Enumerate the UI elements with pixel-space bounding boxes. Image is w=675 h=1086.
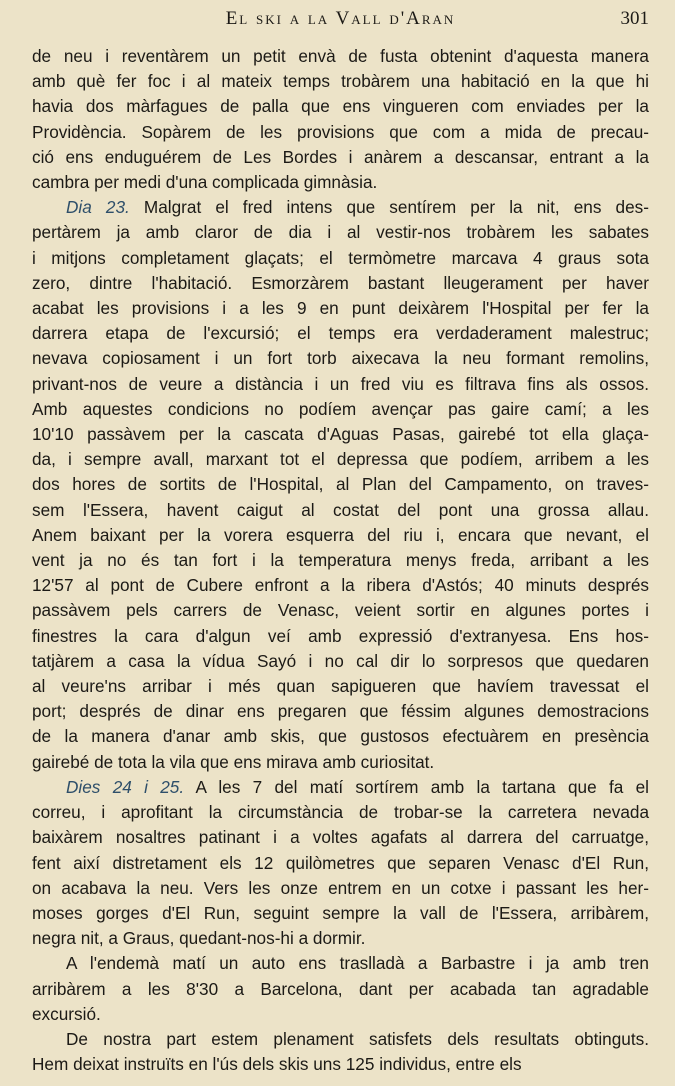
line-text: arribàrem a les 8'30 a Barcelona, dant per acabada tan agradable xyxy=(32,978,649,999)
line-text: de neu i reventàrem un petit envà de fusta obtenint d'aquesta manera xyxy=(32,46,649,66)
text-line xyxy=(32,296,649,321)
line-text: A l'endemà matí un auto ens traslladà a Barbastre i ja amb tren xyxy=(66,953,649,974)
text-line xyxy=(32,977,649,1002)
line-text: nevava copiosament i un fort torb aixecava la neu formant remolins, xyxy=(32,348,649,369)
line-text: De nostra part estem plenament satisfets dels resultats obtinguts. xyxy=(66,1028,649,1049)
text-line xyxy=(32,1002,649,1027)
line-text: A les 7 del matí sortírem amb la tartana que fa el xyxy=(195,776,649,797)
text-line xyxy=(32,851,649,876)
text-line xyxy=(32,926,649,951)
text-line xyxy=(32,750,649,775)
page-number: 301 xyxy=(620,8,649,29)
line-text: correu, i aprofitant la circumstància de trobar-se la carretera nevada xyxy=(32,802,649,823)
paragraph xyxy=(32,195,649,775)
text-line xyxy=(32,447,649,472)
text-line xyxy=(32,498,649,523)
line-text: pertàrem ja amb claror de dia i al vestir-nos trobàrem les sabates xyxy=(32,222,649,243)
line-text: cambra per medi d'una complicada gimnàsia. xyxy=(32,172,378,193)
entry-date: Dia 23. xyxy=(66,197,130,218)
line-text: zero, dintre l'habitació. Esmorzàrem bastant lleugerament per haver xyxy=(32,272,649,293)
text-line xyxy=(32,44,649,69)
text-line xyxy=(32,195,649,220)
text-line xyxy=(32,271,649,296)
line-text: on acabava la neu. Vers les onze entrem en un cotxe i passant les her- xyxy=(32,877,649,898)
line-text: baixàrem nosaltres patinant i a voltes agafats al darrera del carruatge, xyxy=(32,827,649,848)
line-text: vent ja no és tan fort i la temperatura menys freda, arribant a les xyxy=(32,550,649,571)
text-line xyxy=(32,775,649,800)
line-text: negra nit, a Graus, quedant-nos-hi a dormir. xyxy=(32,928,366,949)
text-line xyxy=(32,170,649,195)
paragraph xyxy=(32,1027,649,1077)
text-line xyxy=(32,1027,649,1052)
line-text: passàvem pels carrers de Venasc, veient sortir en algunes portes i xyxy=(32,600,649,621)
entry-date: Dies 24 i 25. xyxy=(66,776,185,797)
line-text: Hem deixat instruïts en l'ús dels skis uns 125 individus, entre els xyxy=(32,1054,522,1075)
line-text: finestres la cara d'algun veí amb expressió d'extranyesa. Ens hos- xyxy=(32,625,649,646)
line-text: excursió. xyxy=(32,1003,101,1024)
text-line xyxy=(32,573,649,598)
line-text: Amb aquestes condicions no podíem avençar pas gaire camí; a les xyxy=(32,398,649,419)
text-line xyxy=(32,624,649,649)
paragraph xyxy=(32,44,649,195)
line-text: ció ens enduguérem de Les Bordes i anàrem a descansar, entrant a la xyxy=(32,146,649,167)
line-text: gairebé de tota la vila que ens mirava amb curiositat. xyxy=(32,751,435,772)
line-text: Anem baixant per la vorera esquerra del riu i, encara que nevant, el xyxy=(32,524,649,545)
text-line xyxy=(32,397,649,422)
text-line xyxy=(32,951,649,976)
text-line xyxy=(32,220,649,245)
text-line xyxy=(32,523,649,548)
line-text: moses gorges d'El Run, seguint sempre la vall de l'Essera, arribàrem, xyxy=(32,902,649,923)
paragraph xyxy=(32,951,649,1027)
line-text: al veure'ns arribar i més quan sapigueren que havíem travessat el xyxy=(32,676,649,697)
text-line xyxy=(32,145,649,170)
text-line xyxy=(32,94,649,119)
text-line xyxy=(32,548,649,573)
line-text: 10'10 passàvem per la cascata d'Aguas Pasas, gairebé tot ella glaça- xyxy=(32,424,649,445)
line-text: Providència. Sopàrem de les provisions que com a mida de precau- xyxy=(32,121,649,142)
text-line xyxy=(32,346,649,371)
text-line xyxy=(32,901,649,926)
line-text: sem l'Essera, havent caigut al costat del pont una grossa allau. xyxy=(32,499,649,520)
running-title: El ski a la Vall d'Aran xyxy=(225,8,456,29)
line-text: privant-nos de veure a distància i un fred viu es filtrava fins als ossos. xyxy=(32,373,649,394)
line-text: amb què fer foc i al mateix temps trobàrem una habitació en la que hi xyxy=(32,71,649,92)
line-text: i mitjons completament glaçats; el termòmetre marcava 4 graus sota xyxy=(32,247,649,268)
text-line xyxy=(32,825,649,850)
text-line xyxy=(32,321,649,346)
line-text: da, i sempre avall, marxant tot el depressa que podíem, arribem a les xyxy=(32,449,649,470)
line-text: fent així distretament els 12 quilòmetres que separen Venasc d'El Run, xyxy=(32,852,649,873)
text-line xyxy=(32,372,649,397)
line-text: Malgrat el fred intens que sentírem per la nit, ens des- xyxy=(143,197,649,218)
line-text: darrera etapa de l'excursió; el temps era verdaderament malestruc; xyxy=(32,323,649,344)
text-line xyxy=(32,1052,649,1077)
text-line xyxy=(32,598,649,623)
line-text: havia dos màrfagues de palla que ens vingueren com enviades per la xyxy=(32,96,649,117)
line-text: port; després de dinar ens pregaren que féssim algunes demostracions xyxy=(32,701,649,722)
page-header xyxy=(32,0,649,44)
text-line xyxy=(32,69,649,94)
text-line xyxy=(32,876,649,901)
line-text: tatjàrem a casa la vídua Sayó i no cal dir lo sorpresos que quedaren xyxy=(32,650,649,671)
text-line xyxy=(32,649,649,674)
text-line xyxy=(32,699,649,724)
body-text xyxy=(32,44,649,1077)
line-text: 12'57 al pont de Cubere enfront a la ribera d'Astós; 40 minuts després xyxy=(32,575,649,596)
text-line xyxy=(32,472,649,497)
text-line xyxy=(32,800,649,825)
text-line xyxy=(32,674,649,699)
line-text: de la manera d'anar amb skis, que gustosos efectuàrem en presència xyxy=(32,726,649,747)
text-line xyxy=(32,246,649,271)
text-line xyxy=(32,120,649,145)
line-text: acabat les provisions i a les 9 en punt deixàrem l'Hospital per fer la xyxy=(32,298,649,319)
line-text: dos hores de sortits de l'Hospital, al Plan del Campamento, on traves- xyxy=(32,474,649,495)
text-line xyxy=(32,422,649,447)
text-line xyxy=(32,724,649,749)
paragraph xyxy=(32,775,649,951)
